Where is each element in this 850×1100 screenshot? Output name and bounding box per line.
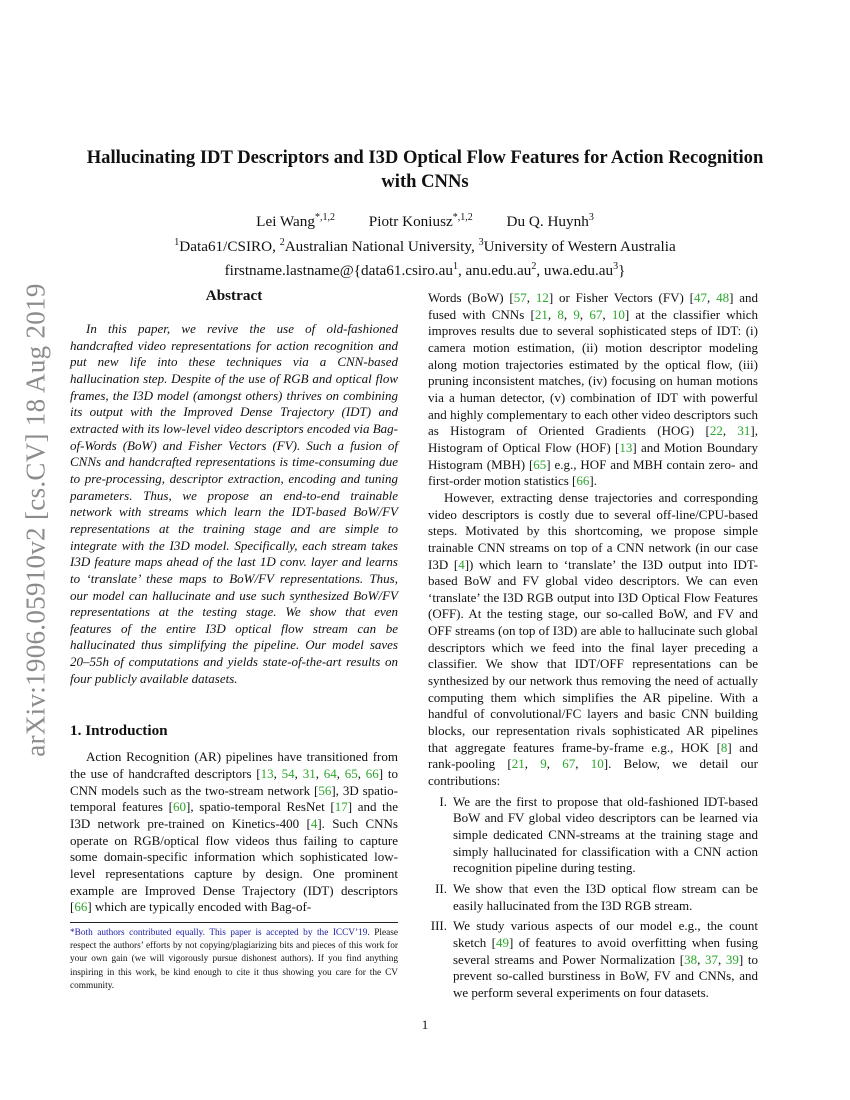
citation-link[interactable]: 65 bbox=[344, 766, 358, 782]
citation-link[interactable]: 9 bbox=[573, 306, 580, 322]
author-2: Piotr Koniusz$^{*,1,2}$ bbox=[368, 212, 473, 231]
citation-link[interactable]: 48 bbox=[716, 290, 730, 305]
contribution-text: We show that even the I3D optical flow stream can be easily hallucinated from the I3D RGB stream. bbox=[453, 880, 758, 913]
citation-link[interactable]: 67 bbox=[562, 756, 576, 772]
contribution-item bbox=[428, 794, 758, 877]
citation-link[interactable]: 8 bbox=[720, 739, 728, 755]
author-emails: $firstname.lastname@\{data61.csiro.au^1$, $anu.edu.au^2$, $uwa.edu.au^3$} bbox=[224, 261, 626, 280]
affiliations: $^1$Data61/CSIRO, $^2$Australian National University, $^3$University of Western Australia bbox=[174, 236, 676, 255]
citation-link[interactable]: 10 bbox=[590, 756, 604, 772]
author-names bbox=[80, 208, 770, 233]
intro-paragraph-1-continued: Words (BoW) [57, 12] or Fisher Vectors (FV) [47, 48] and fused with CNNs [21, 8, 9, 67, 10] at the classifier which improves results due to several sophisticated steps of IDT: (i) camera motion estimation, (ii) motion descriptor modeling along motion trajectories estimated by the optical flow, (iii) pruning inconsistent matches, (iv) focusing on human motions via a human detector, (v) combination of IDT with powerful and highly complementary to each other video descriptors such as Histogram of Oriented Gradients (HOG) [22, 31], Histogram of Optical Flow (HOF) [13] and Motion Boundary Histogram (MBH) [65] e.g., HOF and MBH contain zero- and first-order motion statistics [66]. bbox=[428, 290, 759, 489]
citation-link[interactable]: 4 bbox=[458, 556, 465, 572]
page-number: 1 bbox=[421, 1017, 429, 1032]
arxiv-stamp: arXiv:1906.05910v2 [cs.CV] 18 Aug 2019 bbox=[20, 283, 51, 757]
citation-link[interactable]: 31 bbox=[737, 423, 751, 439]
intro-paragraph-1: Action Recognition (AR) pipelines have transitioned from the use of handcrafted descriptors [13, 54, 31, 64, 65, 66] to CNN models such as the two-stream network [56], 3D spatio-temporal features [60], spatio-temporal ResNet [17] and the I3D network pre-trained on Kinetics-400 [4]. Such CNNs operate on RGB/optical flow videos thus failing to capture some domain-specific information which sophisticated low-level representations capture by design. One prominent example are Improved Dense Trajectory (IDT) descriptors [66] which are typically encoded with Bag-of- bbox=[70, 749, 399, 915]
citation-link[interactable]: 54 bbox=[281, 766, 295, 782]
citation-link[interactable]: 39 bbox=[725, 951, 739, 967]
citation-link[interactable]: 4 bbox=[310, 816, 318, 832]
paper-title: Hallucinating IDT Descriptors and I3D Optical Flow Features for Action Recognition with CNNs bbox=[86, 147, 764, 192]
citation-link[interactable]: 60 bbox=[172, 799, 186, 815]
section-heading-introduction: 1. Introduction bbox=[70, 722, 168, 740]
citation-link[interactable]: 65 bbox=[533, 456, 547, 472]
citation-link[interactable]: 12 bbox=[535, 290, 549, 305]
contribution-item bbox=[428, 881, 758, 914]
author-3: Du Q. Huynh$^3$ bbox=[506, 212, 594, 231]
footnote bbox=[70, 922, 398, 993]
contribution-number: III. bbox=[430, 918, 447, 934]
citation-link[interactable]: 10 bbox=[611, 306, 625, 322]
footnote-equal-contribution: *Both authors contributed equally. This paper is accepted by the ICCV’19. bbox=[70, 928, 370, 938]
citation-link[interactable]: 13 bbox=[619, 439, 633, 455]
citation-link[interactable]: 22 bbox=[709, 423, 723, 439]
contribution-item bbox=[428, 918, 758, 1001]
footnote-notice: Please respect the authors’ efforts by not copying/plagiarizing bits and pieces of this work for your own gain (we will vigorously pursue dishonest authors). If you find anything inspiring in this work, be kind enough to cite it thus showing you care for the CV community. bbox=[70, 928, 398, 991]
contribution-number: I. bbox=[439, 793, 447, 809]
citation-link[interactable]: 47 bbox=[694, 290, 707, 305]
citation-link[interactable]: 66 bbox=[576, 473, 590, 489]
contributions-list bbox=[428, 794, 758, 1002]
abstract-heading: Abstract bbox=[205, 287, 263, 304]
citation-link[interactable]: 9 bbox=[540, 756, 547, 772]
citation-link[interactable]: 38 bbox=[684, 951, 698, 967]
citation-link[interactable]: 13 bbox=[260, 766, 274, 782]
citation-link[interactable]: 37 bbox=[705, 951, 719, 967]
citation-link[interactable]: 21 bbox=[511, 756, 525, 772]
citation-link[interactable]: 66 bbox=[365, 766, 379, 782]
citation-link[interactable]: 8 bbox=[557, 306, 564, 322]
citation-link[interactable]: 67 bbox=[589, 306, 603, 322]
citation-link[interactable]: 57 bbox=[513, 290, 527, 305]
left-column bbox=[70, 286, 398, 916]
right-column bbox=[428, 290, 758, 1006]
author-1: Lei Wang$^{*,1,2}$ bbox=[256, 212, 335, 231]
intro-paragraph-2: However, extracting dense trajectories and corresponding video descriptors is costly due to several off-line/CPU-based steps. Motivated by this shortcoming, we propose simple trainable CNN streams on top of a CNN network (in our case I3D [4]) which learn to ‘translate’ the I3D output into IDT-based BoW and FV global video descriptors. We can even ‘translate’ the I3D RGB output into I3D Optical Flow Features (OFF). At the testing stage, our so-called BoW, and FV and OFF streams (on top of I3D) are able to hallucinate such global descriptors which we feed into the final layer preceding a classifier. We show that IDT/OFF representations can be synthesized by our network thus removing the need of actually computing them which simplifies the AR pipeline. With a handful of convolutional/FC layers and basic CNN building blocks, our representation rivals sophisticated AR pipelines that aggregate features frame-by-frame e.g., HOK [8] and rank-pooling [21, 9, 67, 10]. Below, we detail our contributions: bbox=[428, 489, 759, 789]
contribution-number: II. bbox=[435, 880, 447, 896]
abstract-text: In this paper, we revive the use of old-fashioned handcrafted video representations for action recognition and put new life into these techniques via a CNN-based hallucination step. Despite of the use of RGB and optical flow frames, the I3D model (amongst others) thrives on combining its output with the Improved Dense Trajectory (IDT) and extracted with its low-level video descriptors encoded via Bag-of-Words (BoW) and Fisher Vectors (FV). Such a fusion of CNNs and handcrafted representations is time-consuming due to pre-processing, descriptor extraction, encoding and tuning parameters. Thus, we propose an end-to-end trainable network with streams which learn the IDT-based BoW/FV representations at the training stage and are simple to integrate with the I3D model. Specifically, each stream takes I3D feature maps ahead of the last 1D conv. layer and learns to ‘translate’ these maps to BoW/FV representations. Thus, our model can hallucinate and use such synthesized BoW/FV representations at the testing stage. We show that even features of the entire I3D optical flow stream can be hallucinated thus simplifying the pipeline. Our model saves 20–55h of computations and yields state-of-the-art results on four publicly available datasets. bbox=[70, 321, 398, 686]
citation-link[interactable]: 49 bbox=[496, 934, 509, 950]
contribution-text: We are the first to propose that old-fashioned IDT-based BoW and FV global video descriptors can be learned via simple dedicated CNN-streams at the training stage and simply hallucinated for classification with a CNN action recognition pipeline during testing. bbox=[453, 793, 758, 876]
citation-link[interactable]: 17 bbox=[334, 799, 348, 815]
citation-link[interactable]: 56 bbox=[318, 782, 332, 798]
citation-link[interactable]: 66 bbox=[74, 899, 88, 915]
citation-link[interactable]: 64 bbox=[323, 766, 337, 782]
citation-link[interactable]: 31 bbox=[302, 766, 316, 782]
author-block bbox=[80, 208, 770, 282]
contribution-text: We study various aspects of our model e.g., the count sketch [49] of features to avoid overfitting when fusing several streams and Power Normalization [38, 37, 39] to prevent so-called burstiness in BoW, FV and CNNs, and we perform several experiments on four datasets. bbox=[453, 918, 758, 1000]
citation-link[interactable]: 21 bbox=[534, 306, 548, 322]
